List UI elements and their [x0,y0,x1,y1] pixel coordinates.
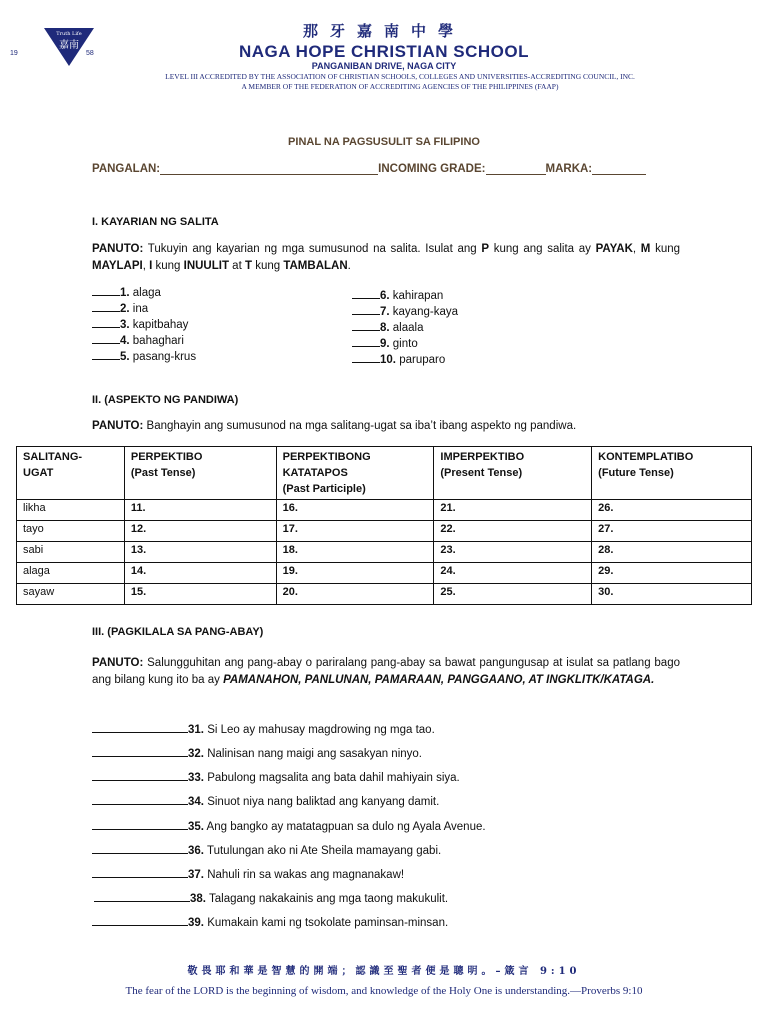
list-item [352,336,458,352]
list-item [352,320,458,336]
adverb-categories: PAMANAHON, PANLUNAN, PAMARAAN, PANGGAANO, AT INGKLITK/KATAGA. [223,674,655,686]
answer-blank[interactable] [92,819,188,830]
table-header-row [17,447,752,500]
item-number: 39. [188,917,204,929]
question-item [92,722,435,736]
section-1-heading: I. KAYARIAN NG SALITA [92,216,219,228]
item-word: bahaghari [129,335,184,347]
header-line: (Past Tense) [130,467,196,479]
item-sentence: Si Leo ay mahusay magdrowing ng mga tao. [204,724,435,736]
table-row [17,563,752,584]
code-p: P [481,243,490,255]
answer-cell[interactable]: 24. [434,563,592,584]
answer-cell[interactable]: 13. [124,542,276,563]
answer-cell[interactable]: 27. [592,521,752,542]
instr-text: Tukuyin ang kayarian ng mga sumusunod na salita. Isulat ang [143,243,482,255]
list-item [352,288,458,304]
section-3-instructions [92,655,680,689]
answer-cell[interactable]: 18. [276,542,434,563]
logo-year-right: 58 [86,50,94,57]
header-line: SALITANG- [23,451,83,463]
list-item [352,304,458,320]
instr-text: kung [252,260,284,272]
item-word: kayang-kaya [389,306,458,318]
item-number: 7. [380,306,390,318]
term-maylapi: MAYLAPI [92,260,143,272]
item-word: alaala [389,322,424,334]
item-word: ina [129,303,149,315]
item-number: 38. [190,893,206,905]
answer-blank[interactable] [92,915,188,926]
instr-text: kung ang salita ay [489,243,596,255]
item-sentence: Nalinisan nang maigi ang sasakyan ninyo. [204,748,422,760]
accreditation-line-2: A MEMBER OF THE FEDERATION OF ACCREDITING AGENCIES OF THE PHILIPPINES (FAAP) [241,81,559,91]
code-t: T [244,260,252,272]
item-number: 5. [120,351,130,363]
col-header-perpektibo [124,447,276,500]
item-number: 32. [188,748,204,760]
col-header-imperpektibo [434,447,592,500]
item-word: ginto [389,338,418,350]
root-word-cell: likha [17,500,125,521]
item-number: 37. [188,869,204,881]
list-item [92,317,196,333]
accreditation-text [60,72,740,91]
question-item [92,867,404,881]
instr-text: Salungguhitan ang pang-abay o pariralang pang-abay sa bawat pangungusap at isulat sa patlang bago ang bilang kung ito ba ay [92,657,680,686]
answer-blank[interactable] [352,352,380,363]
answer-blank[interactable] [92,349,120,360]
answer-blank[interactable] [92,285,120,296]
item-number: 4. [120,335,130,347]
answer-blank[interactable] [92,843,188,854]
code-m: M [640,243,651,255]
term-inuulit: INUULIT [183,260,229,272]
answer-cell[interactable]: 11. [124,500,276,521]
list-item [92,301,196,317]
score-label: MARKA: [545,163,593,175]
grade-field[interactable] [486,162,546,175]
header-line: PERPEKTIBONG [282,451,371,463]
answer-cell[interactable]: 22. [434,521,592,542]
answer-cell[interactable]: 19. [276,563,434,584]
list-item [92,349,196,365]
accreditation-line-1: LEVEL III ACCREDITED BY THE ASSOCIATION OF CHRISTIAN SCHOOLS, COLLEGES AND UNIVERSITIES-ACCREDITING COUNCIL, INC. [165,72,635,81]
answer-blank[interactable] [352,304,380,315]
name-label: PANGALAN: [92,163,161,175]
instr-text: at [228,260,245,272]
item-sentence: Tutulungan ako ni Ate Sheila mamayang gabi. [204,845,442,857]
list-item [352,352,458,368]
answer-cell[interactable]: 15. [124,584,276,605]
answer-cell[interactable]: 20. [276,584,434,605]
col-header-kontemplatibo [592,447,752,500]
item-number: 33. [188,772,204,784]
item-number: 34. [188,796,204,808]
aspect-table [16,446,752,605]
table-row [17,521,752,542]
question-item [92,819,486,833]
item-number: 8. [380,322,390,334]
code-i: I [149,260,153,272]
item-sentence: Sinuot niya nang baliktad ang kanyang damit. [204,796,440,808]
section-1-instructions [92,241,680,275]
instr-text: kung [152,260,184,272]
header-line: (Past Participle) [282,483,366,495]
answer-cell[interactable]: 16. [276,500,434,521]
answer-cell[interactable]: 12. [124,521,276,542]
answer-blank[interactable] [352,336,380,347]
col-header-perpektibong-katatapos [276,447,434,500]
section-1-list-right [352,288,458,368]
answer-cell[interactable]: 25. [434,584,592,605]
item-word: paruparo [396,354,446,366]
term-payak: PAYAK [595,243,633,255]
item-sentence: Kumakain kami ng tsokolate paminsan-minsan. [204,917,449,929]
item-sentence: Pabulong magsalita ang bata dahil mahiyain siya. [204,772,460,784]
instr-text: Banghayin ang sumusunod na mga salitang-ugat sa iba’t ibang aspekto ng pandiwa. [143,420,577,432]
question-item [92,770,460,784]
answer-blank[interactable] [92,333,120,344]
instr-text: . [347,260,351,272]
answer-blank[interactable] [92,317,120,328]
root-word-cell: alaga [17,563,125,584]
score-field[interactable] [592,162,646,175]
answer-blank[interactable] [92,770,188,781]
answer-cell[interactable]: 26. [592,500,752,521]
item-number: 10. [380,354,396,366]
section-2-heading: II. (ASPEKTO NG PANDIWA) [92,394,239,406]
item-sentence: Talagang nakakainis ang mga taong makukulit. [206,893,449,905]
answer-blank[interactable] [352,288,380,299]
header-line: KONTEMPLATIBO [598,451,694,463]
question-item [92,915,448,929]
table-row [17,542,752,563]
root-word-cell: sayaw [17,584,125,605]
exam-title: PINAL NA PAGSUSULIT SA FILIPINO [288,136,480,148]
answer-blank[interactable] [92,722,188,733]
logo-top-text: Truth Life [56,31,82,37]
header-line: UGAT [23,467,54,479]
item-number: 35. [188,821,204,833]
footer-chinese-verse: 敬畏耶和華是智慧的開端；認識至聖者便是聰明。–箴言 9:10 [187,966,581,977]
item-word: alaga [129,287,161,299]
header-line: (Future Tense) [598,467,674,479]
list-item [92,285,196,301]
answer-blank[interactable] [92,301,120,312]
answer-cell[interactable]: 28. [592,542,752,563]
answer-cell[interactable]: 30. [592,584,752,605]
instr-text: , [632,243,641,255]
footer-english-verse: The fear of the LORD is the beginning of wisdom, and knowledge of the Holy One is understanding.—Proverbs 9:10 [125,985,643,997]
panuto-label: PANUTO: [92,243,144,255]
answer-blank[interactable] [92,794,188,805]
panuto-label: PANUTO: [92,657,144,669]
answer-cell[interactable]: 17. [276,521,434,542]
term-tambalan: TAMBALAN [283,260,348,272]
grade-label: INCOMING GRADE: [378,163,486,175]
name-field[interactable] [160,162,378,175]
section-3-heading: III. (PAGKILALA SA PANG-ABAY) [92,626,264,638]
instr-text: , [142,260,150,272]
question-item [94,891,448,905]
header-line: KATATAPOS [282,467,348,479]
table-row [17,500,752,521]
answer-blank[interactable] [352,320,380,331]
root-word-cell: sabi [17,542,125,563]
section-2-instructions [92,418,732,435]
item-word: kapitbahay [129,319,189,331]
list-item [92,333,196,349]
logo-year-left: 19 [10,50,18,57]
answer-cell[interactable]: 14. [124,563,276,584]
instr-text: kung [650,243,681,255]
header-line: (Present Tense) [440,467,523,479]
header-line: IMPERPEKTIBO [440,451,525,463]
student-info-row [92,162,646,175]
section-1-list-left [92,285,196,365]
school-name: NAGA HOPE CHRISTIAN SCHOOL [238,42,530,61]
item-number: 9. [380,338,390,350]
answer-blank[interactable] [94,891,190,902]
item-number: 36. [188,845,204,857]
answer-cell[interactable]: 23. [434,542,592,563]
school-chinese-name: 那牙嘉南中學 [302,22,465,40]
school-address: PANGANIBAN DRIVE, NAGA CITY [311,61,457,71]
item-sentence: Nahuli rin sa wakas ang magnanakaw! [204,869,405,881]
item-number: 31. [188,724,204,736]
question-item [92,843,441,857]
answer-blank[interactable] [92,746,188,757]
question-item [92,746,422,760]
item-word: pasang-krus [129,351,197,363]
panuto-label: PANUTO: [92,420,144,432]
item-number: 6. [380,290,390,302]
answer-cell[interactable]: 29. [592,563,752,584]
question-item [92,794,439,808]
item-number: 1. [120,287,130,299]
header-line: PERPEKTIBO [130,451,203,463]
col-header-salitang-ugat [17,447,125,500]
answer-cell[interactable]: 21. [434,500,592,521]
table-row [17,584,752,605]
root-word-cell: tayo [17,521,125,542]
item-sentence: Ang bangko ay matatagpuan sa dulo ng Ayala Avenue. [204,821,486,833]
answer-blank[interactable] [92,867,188,878]
item-word: kahirapan [389,290,444,302]
item-number: 3. [120,319,130,331]
logo-center-text: 嘉南 [59,40,79,51]
item-number: 2. [120,303,130,315]
